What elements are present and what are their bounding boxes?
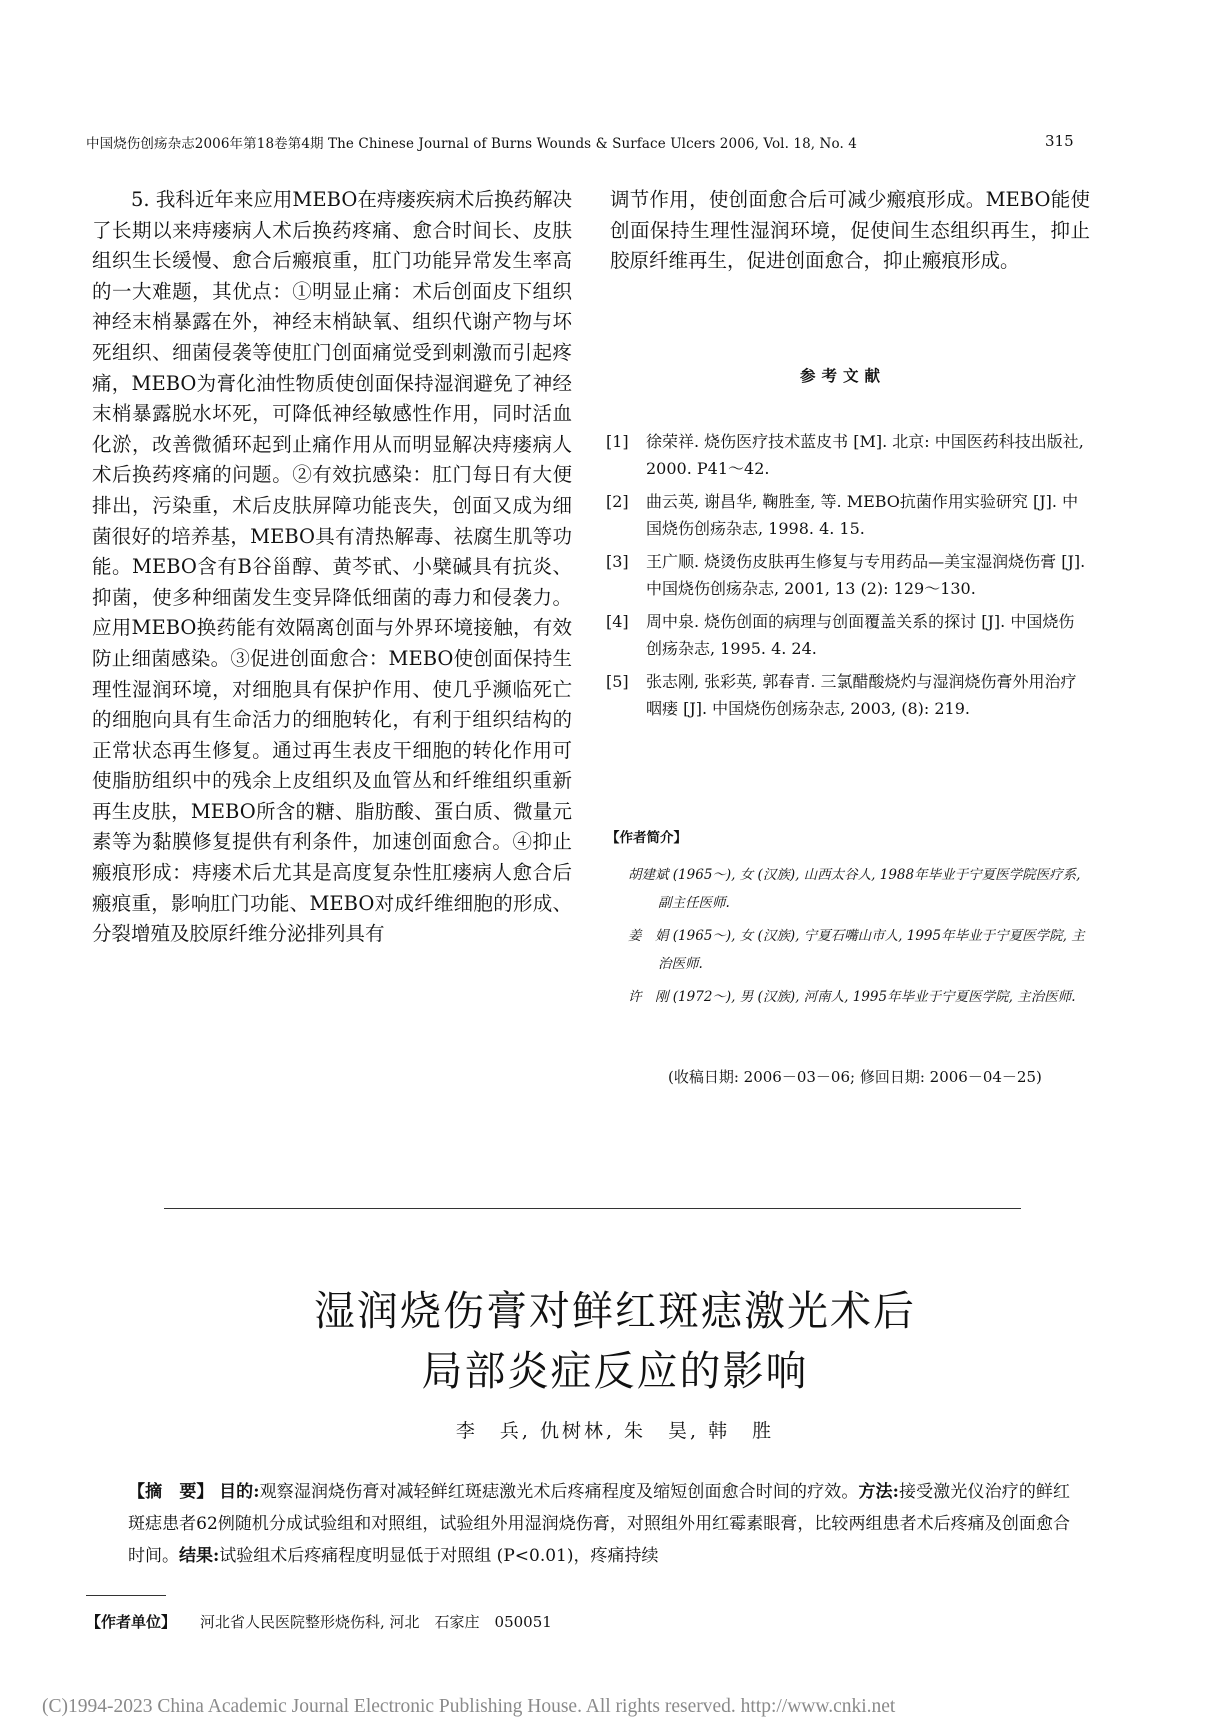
article-divider xyxy=(164,1208,1021,1209)
reference-number: [3] xyxy=(606,552,629,571)
reference-text: 徐荣祥. 烧伤医疗技术蓝皮书 [M]. 北京: 中国医药科技出版社, 2000. P41～42. xyxy=(646,432,1084,478)
page-number: 315 xyxy=(1045,132,1074,150)
article-title-line1: 湿润烧伤膏对鲜红斑痣激光术后 xyxy=(314,1287,916,1335)
methods-label: 方法: xyxy=(858,1482,899,1502)
author-bio-list xyxy=(628,861,1086,1016)
abstract xyxy=(128,1476,1070,1572)
reference-item xyxy=(606,488,1088,542)
objective-label: 目的: xyxy=(219,1482,260,1502)
received-dates: (收稿日期: 2006－03－06; 修回日期: 2006－04－25) xyxy=(668,1068,1042,1086)
author-bio-heading: 【作者简介】 xyxy=(606,830,687,846)
author-bio: 胡建斌 (1965～), 女 (汉族), 山西太谷人, 1988年毕业于宁夏医学院医疗系, 副主任医师. xyxy=(628,867,1081,911)
abstract-label: 【摘 要】 xyxy=(128,1482,214,1502)
results-label: 结果: xyxy=(179,1546,220,1566)
right-column-paragraph: 调节作用，使创面愈合后可减少瘢痕形成。MEBO能使创面保持生理性湿润环境，促使间生态组织再生，抑止胶原纤维再生，促进创面愈合，抑止瘢痕形成。 xyxy=(610,188,1090,273)
reference-item xyxy=(606,608,1088,662)
reference-item xyxy=(606,668,1088,722)
affiliation-label: 【作者单位】 xyxy=(86,1613,177,1631)
article-authors: 李 兵, 仇树林, 朱 昊, 韩 胜 xyxy=(455,1420,775,1442)
footnote-rule xyxy=(86,1595,166,1596)
left-column xyxy=(92,185,572,950)
objective-text: 观察湿润烧伤膏对减轻鲜红斑痣激光术后疼痛程度及缩短创面愈合时间的疗效。 xyxy=(259,1482,859,1502)
reference-text: 曲云英, 谢昌华, 鞠胜奎, 等. MEBO抗菌作用实验研究 [J]. 中国烧伤创疡杂志, 1998. 4. 15. xyxy=(646,492,1079,538)
reference-text: 周中泉. 烧伤创面的病理与创面覆盖关系的探讨 [J]. 中国烧伤创疡杂志, 1995. 4. 24. xyxy=(646,612,1075,658)
reference-item xyxy=(606,428,1088,482)
author-bio: 姜 娟 (1965～), 女 (汉族), 宁夏石嘴山市人, 1995年毕业于宁夏医学院, 主治医师. xyxy=(628,928,1085,972)
author-bio: 许 刚 (1972～), 男 (汉族), 河南人, 1995年毕业于宁夏医学院, 主治医师. xyxy=(628,989,1076,1005)
reference-list xyxy=(606,428,1088,728)
methods-text: 接受激光仪治疗的鲜红斑痣患者62例随机分成试验组和对照组，试验组外用湿润烧伤膏，对照组外用红霉素眼膏，比较两组患者术后疼痛及创面愈合时间。 xyxy=(128,1482,1071,1566)
reference-number: [4] xyxy=(606,612,629,631)
results-text: 试验组术后疼痛程度明显低于对照组 (P<0.01)，疼痛持续 xyxy=(219,1546,659,1566)
author-affiliation xyxy=(86,1611,552,1632)
reference-number: [2] xyxy=(606,492,629,511)
reference-item xyxy=(606,548,1088,602)
copyright-footer: (C)1994-2023 China Academic Journal Electronic Publishing House. All rights reserved. http://www.cnki.net xyxy=(42,1696,896,1717)
reference-number: [1] xyxy=(606,432,629,451)
reference-text: 张志刚, 张彩英, 郭春青. 三氯醋酸烧灼与湿润烧伤膏外用治疗咽瘘 [J]. 中国烧伤创疡杂志, 2003, (8): 219. xyxy=(646,672,1077,718)
running-head: 中国烧伤创疡杂志2006年第18卷第4期 The Chinese Journal of Burns Wounds & Surface Ulcers 2006, Vol. 18, No. 4 xyxy=(86,136,857,152)
body-paragraph: 5. 我科近年来应用MEBO在痔瘘疾病术后换药解决了长期以来痔瘘病人术后换药疼痛、愈合时间长、皮肤组织生长缓慢、愈合后瘢痕重，肛门功能异常发生率高的一大难题，其优点：①明显止痛：术后创面皮下组织神经末梢暴露在外，神经末梢缺氧、组织代谢产物与坏死组织、细菌侵袭等使肛门创面痛觉受到刺激而引起疼痛，MEBO为膏化油性物质使创面保持湿润避免了神经末梢暴露脱水坏死，可降低神经敏感性作用，同时活血化淤，改善微循环起到止痛作用从而明显解决痔瘘病人术后换药疼痛的问题。②有效抗感染：肛门每日有大便排出，污染重，术后皮肤屏障功能丧失，创面又成为细菌很好的培养基，MEBO具有清热解毒、祛腐生肌等功能。MEBO含有B谷甾醇、黄芩甙、小檗碱具有抗炎、抑菌，使多种细菌发生变异降低细菌的毒力和侵袭力。应用MEBO换药能有效隔离创面与外界环境接触，有效防止细菌感染。③促进创面愈合：MEBO使创面保持生理性湿润环境，对细胞具有保护作用、使几乎濒临死亡的细胞向具有生命活力的细胞转化，有利于组织结构的正常状态再生修复。通过再生表皮干细胞的转化作用可使脂肪组织中的残余上皮组织及血管丛和纤维组织重新再生皮肤，MEBO所含的糖、脂肪酸、蛋白质、微量元素等为黏膜修复提供有利条件，加速创面愈合。④抑止瘢痕形成：痔瘘术后尤其是高度复杂性肛瘘病人愈合后瘢痕重，影响肛门功能、MEBO对成纤维细胞的形成、分裂增殖及胶原纤维分泌排列具有 xyxy=(92,188,572,946)
reference-text: 王广顺. 烧烫伤皮肤再生修复与专用药品—美宝湿润烧伤膏 [J]. 中国烧伤创疡杂志, 2001, 13 (2): 129～130. xyxy=(646,552,1086,598)
references-heading: 参考文献 xyxy=(800,366,887,385)
reference-number: [5] xyxy=(606,672,629,691)
affiliation-text: 河北省人民医院整形烧伤科, 河北 石家庄 050051 xyxy=(200,1613,552,1631)
article-title-line2: 局部炎症反应的影响 xyxy=(421,1347,809,1395)
